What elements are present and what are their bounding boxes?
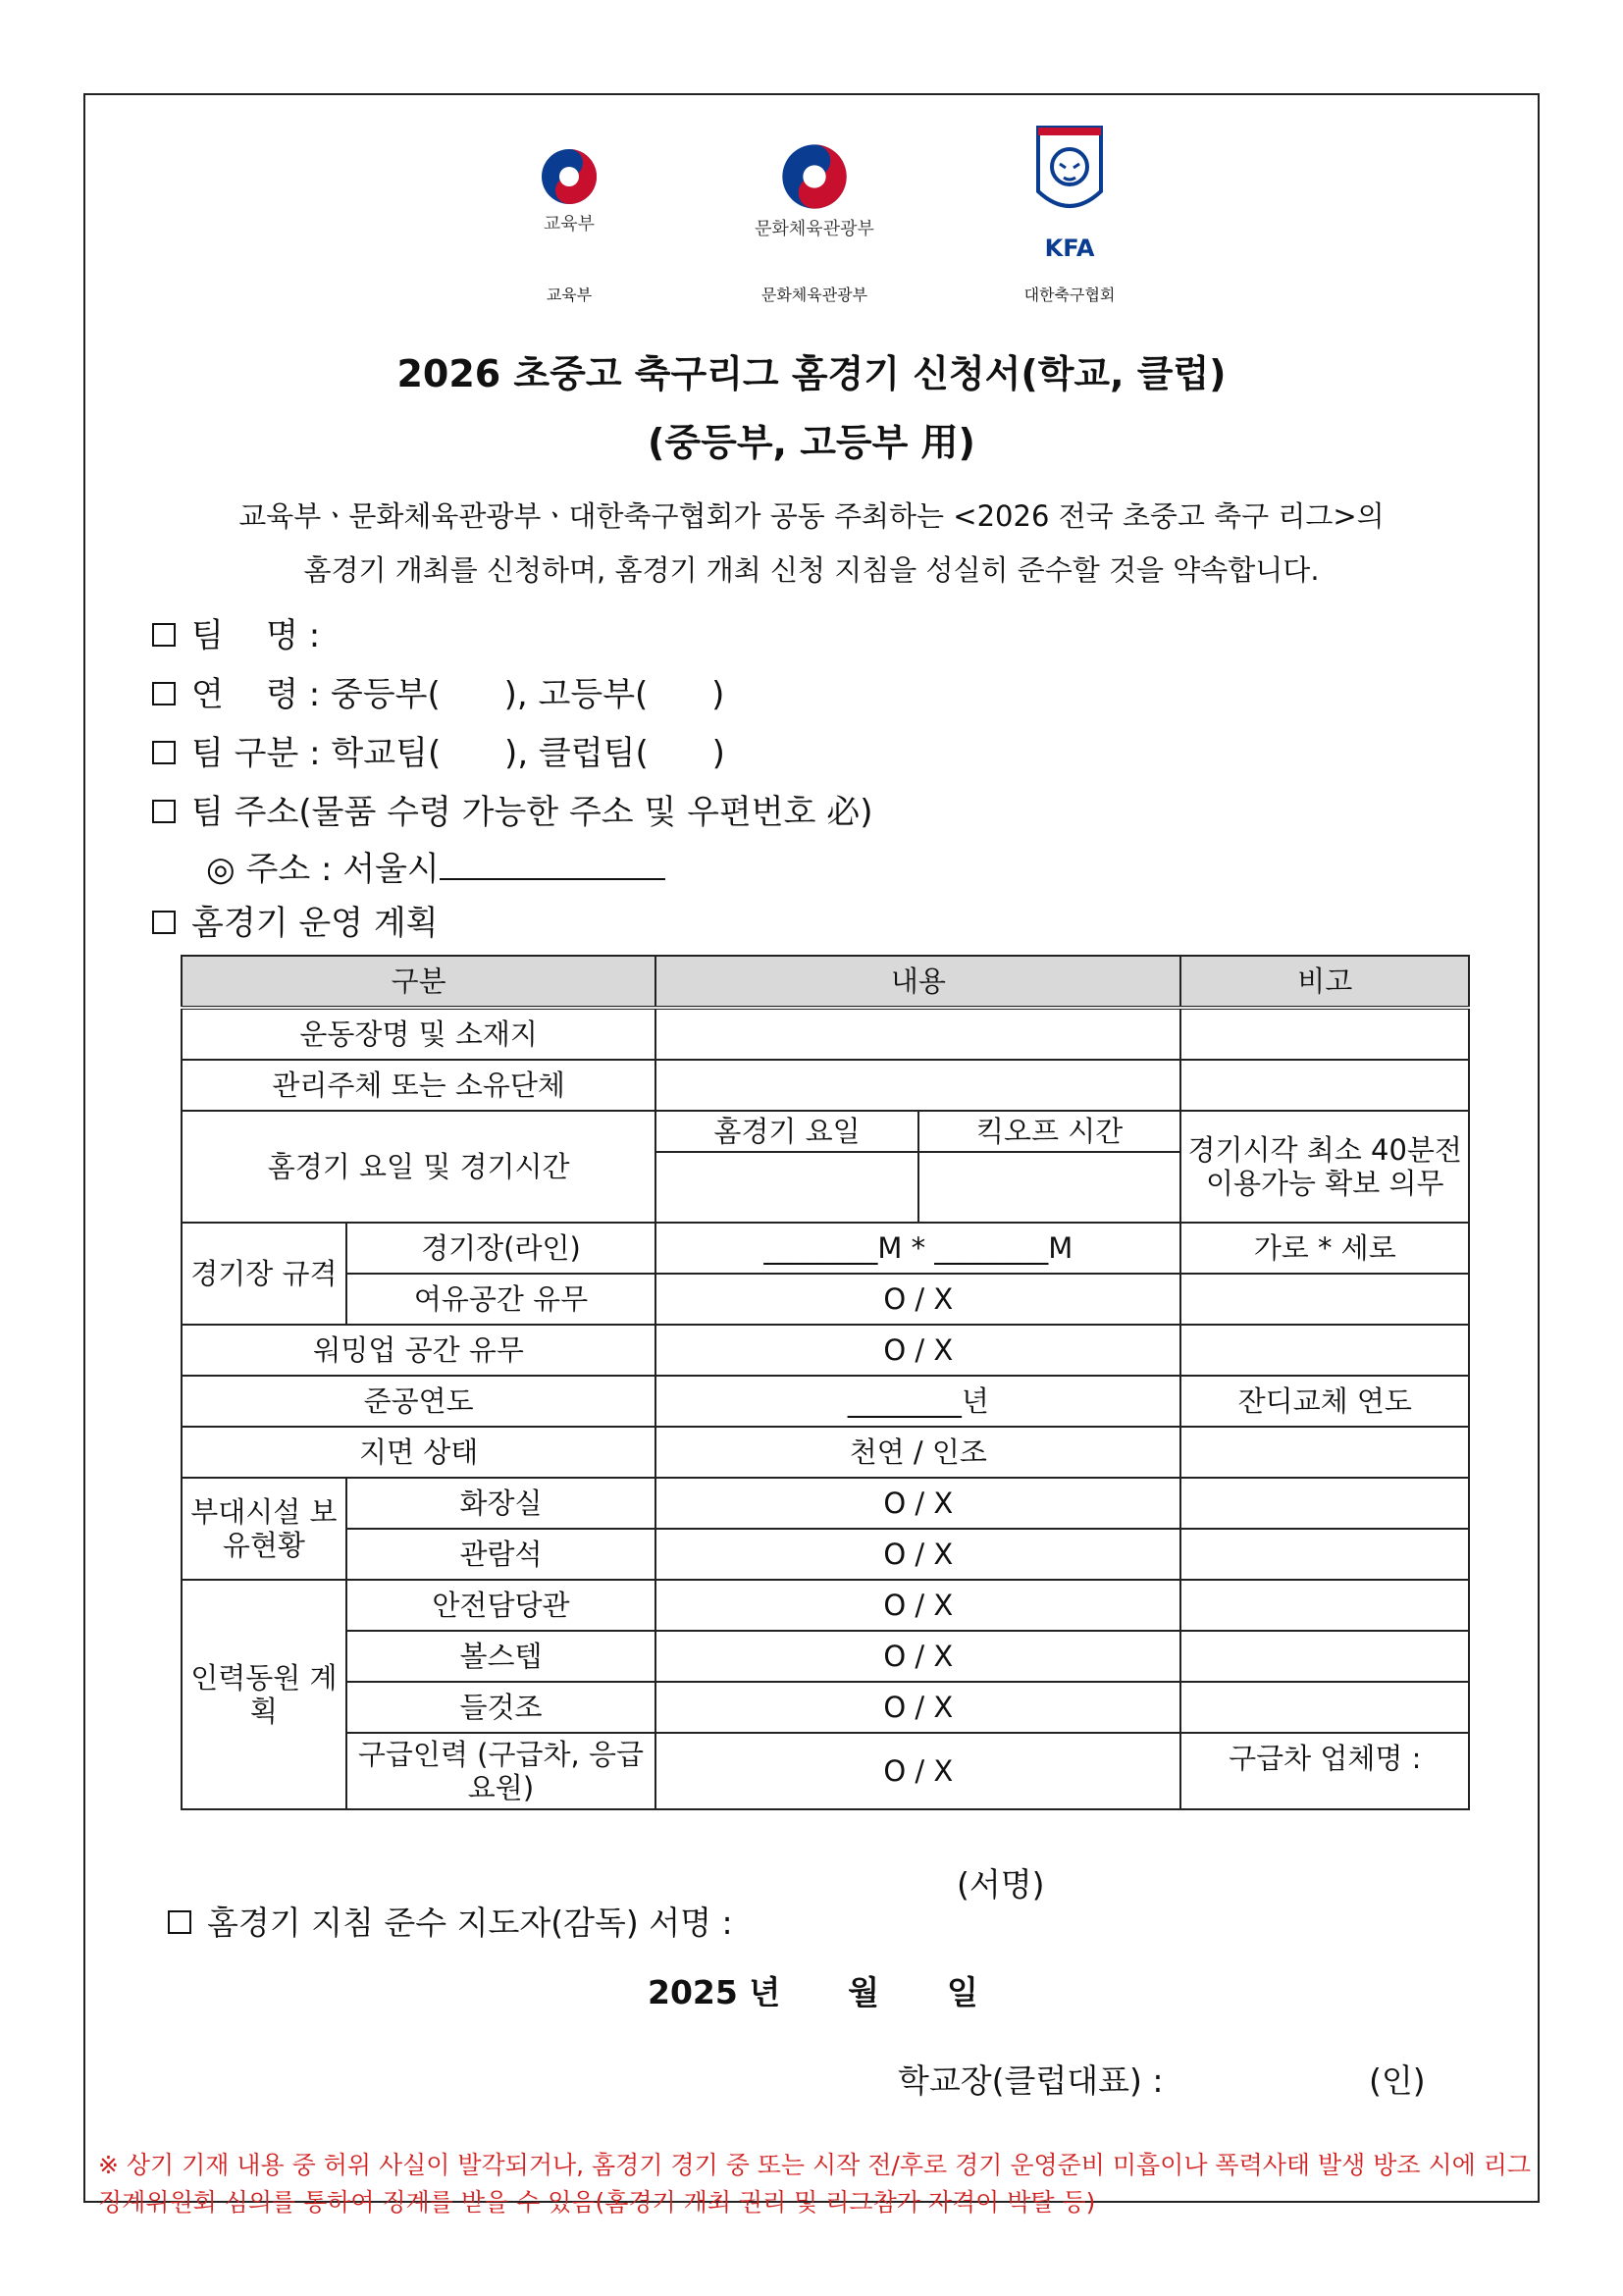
logo-caption-moe: 교육부 bbox=[546, 286, 593, 304]
checkbox-icon bbox=[168, 1910, 191, 1934]
logo-moe bbox=[510, 147, 628, 235]
intro-line-1: 교육부ㆍ문화체육관광부ㆍ대한축구협회가 공동 주최하는 <2026 전국 초중고 축구 리그>의 bbox=[238, 499, 1385, 533]
table-row: 운동장명 및 소재지 bbox=[182, 1008, 1469, 1060]
checkbox-icon bbox=[152, 623, 176, 647]
kfa-tiger-emblem-icon bbox=[1030, 123, 1109, 231]
principal-label: 학교장(클럽대표) : bbox=[898, 2061, 1164, 2100]
checkbox-icon bbox=[152, 741, 176, 764]
logo-mcst bbox=[731, 142, 898, 240]
page-subtitle: (중등부, 고등부 用) bbox=[648, 421, 975, 464]
header-content: 내용 bbox=[655, 956, 1180, 1008]
item-plan: 홈경기 운영 계획 bbox=[152, 896, 439, 944]
logo-mcst-small: 문화체육관광부 bbox=[755, 219, 874, 239]
header-category: 구분 bbox=[182, 956, 655, 1008]
table-row: 관리주체 또는 소유단체 bbox=[182, 1060, 1469, 1111]
home-day-input[interactable] bbox=[655, 1152, 918, 1223]
table-row: 여유공간 유무 O / X bbox=[182, 1274, 1469, 1325]
table-header-row bbox=[182, 956, 1469, 1008]
table-row: 준공연도 ________년 잔디교체 연도 bbox=[182, 1376, 1469, 1427]
table-row: 들것조 O / X bbox=[182, 1682, 1469, 1733]
table-row: 인력동원 계획 안전담당관 O / X bbox=[182, 1580, 1469, 1631]
table-row: 홈경기 요일 및 경기시간 홈경기 요일 킥오프 시간 경기시각 최소 40분전 이용가능 확보 의무 bbox=[182, 1111, 1469, 1152]
date-line: 2025 년 월 일 bbox=[648, 1973, 978, 2011]
kickoff-input[interactable] bbox=[918, 1152, 1181, 1223]
table-row: 워밍업 공간 유무 O / X bbox=[182, 1325, 1469, 1376]
item-address: 팀 주소(물품 수령 가능한 주소 및 우편번호 必) bbox=[152, 785, 873, 833]
taeguk-emblem-icon bbox=[780, 142, 849, 211]
logo-caption-mcst: 문화체육관광부 bbox=[760, 286, 868, 304]
item-address-sub: ◎ 주소 : 서울시 bbox=[206, 842, 665, 890]
table-row: 관람석 O / X bbox=[182, 1529, 1469, 1580]
item-team-name: 팀 명 : bbox=[152, 608, 320, 656]
table-row: 구급인력 (구급차, 응급요원) O / X 구급차 업체명 : bbox=[182, 1733, 1469, 1809]
logo-moe-small: 교육부 bbox=[543, 214, 596, 235]
item-age: 연 령 : 중등부( ), 고등부( ) bbox=[152, 667, 724, 715]
page-title: 2026 초중고 축구리그 홈경기 신청서(학교, 클럽) bbox=[396, 352, 1227, 395]
logo-caption-kfa: 대한축구협회 bbox=[1023, 286, 1116, 304]
header-note: 비고 bbox=[1180, 956, 1469, 1008]
coach-sign-mark[interactable]: (서명) bbox=[957, 1865, 1045, 1904]
item-team-type: 팀 구분 : 학교팀( ), 클럽팀( ) bbox=[152, 726, 725, 774]
checkbox-icon bbox=[152, 911, 176, 934]
table-row: 볼스텝 O / X bbox=[182, 1631, 1469, 1682]
logo-kfa-small: KFA bbox=[1044, 235, 1095, 262]
table-row: 부대시설 보유현황 화장실 O / X bbox=[182, 1478, 1469, 1529]
taeguk-emblem-icon bbox=[540, 147, 599, 206]
intro-line-2: 홈경기 개최를 신청하며, 홈경기 개최 신청 지침을 성실히 준수할 것을 약속합니다. bbox=[303, 553, 1320, 587]
venue-input[interactable] bbox=[655, 1008, 1180, 1060]
principal-seal[interactable]: (인) bbox=[1369, 2061, 1426, 2100]
table-row: 경기장 규격 경기장(라인) ________M * ________M 가로 * 세로 bbox=[182, 1223, 1469, 1274]
owner-input[interactable] bbox=[655, 1060, 1180, 1111]
table-row: 지면 상태 천연 / 인조 bbox=[182, 1427, 1469, 1478]
checkbox-icon bbox=[152, 682, 176, 705]
logo-kfa bbox=[1011, 123, 1128, 262]
warning-note: ※ 상기 기재 내용 중 허위 사실이 발각되거나, 홈경기 경기 중 또는 시작 전/후로 경기 운영준비 미흡이나 폭력사태 발생 방조 시에 리그징계위원회 심의를 통하여 징계를 받을 수 있음(홈경기 개최 권리 및 리그참가 자격이 박탈 등) bbox=[98, 2151, 1532, 2217]
plan-table bbox=[181, 955, 1470, 1810]
coach-signature-line: 홈경기 지침 준수 지도자(감독) 서명 : bbox=[147, 1859, 733, 1944]
checkbox-icon bbox=[152, 800, 176, 823]
